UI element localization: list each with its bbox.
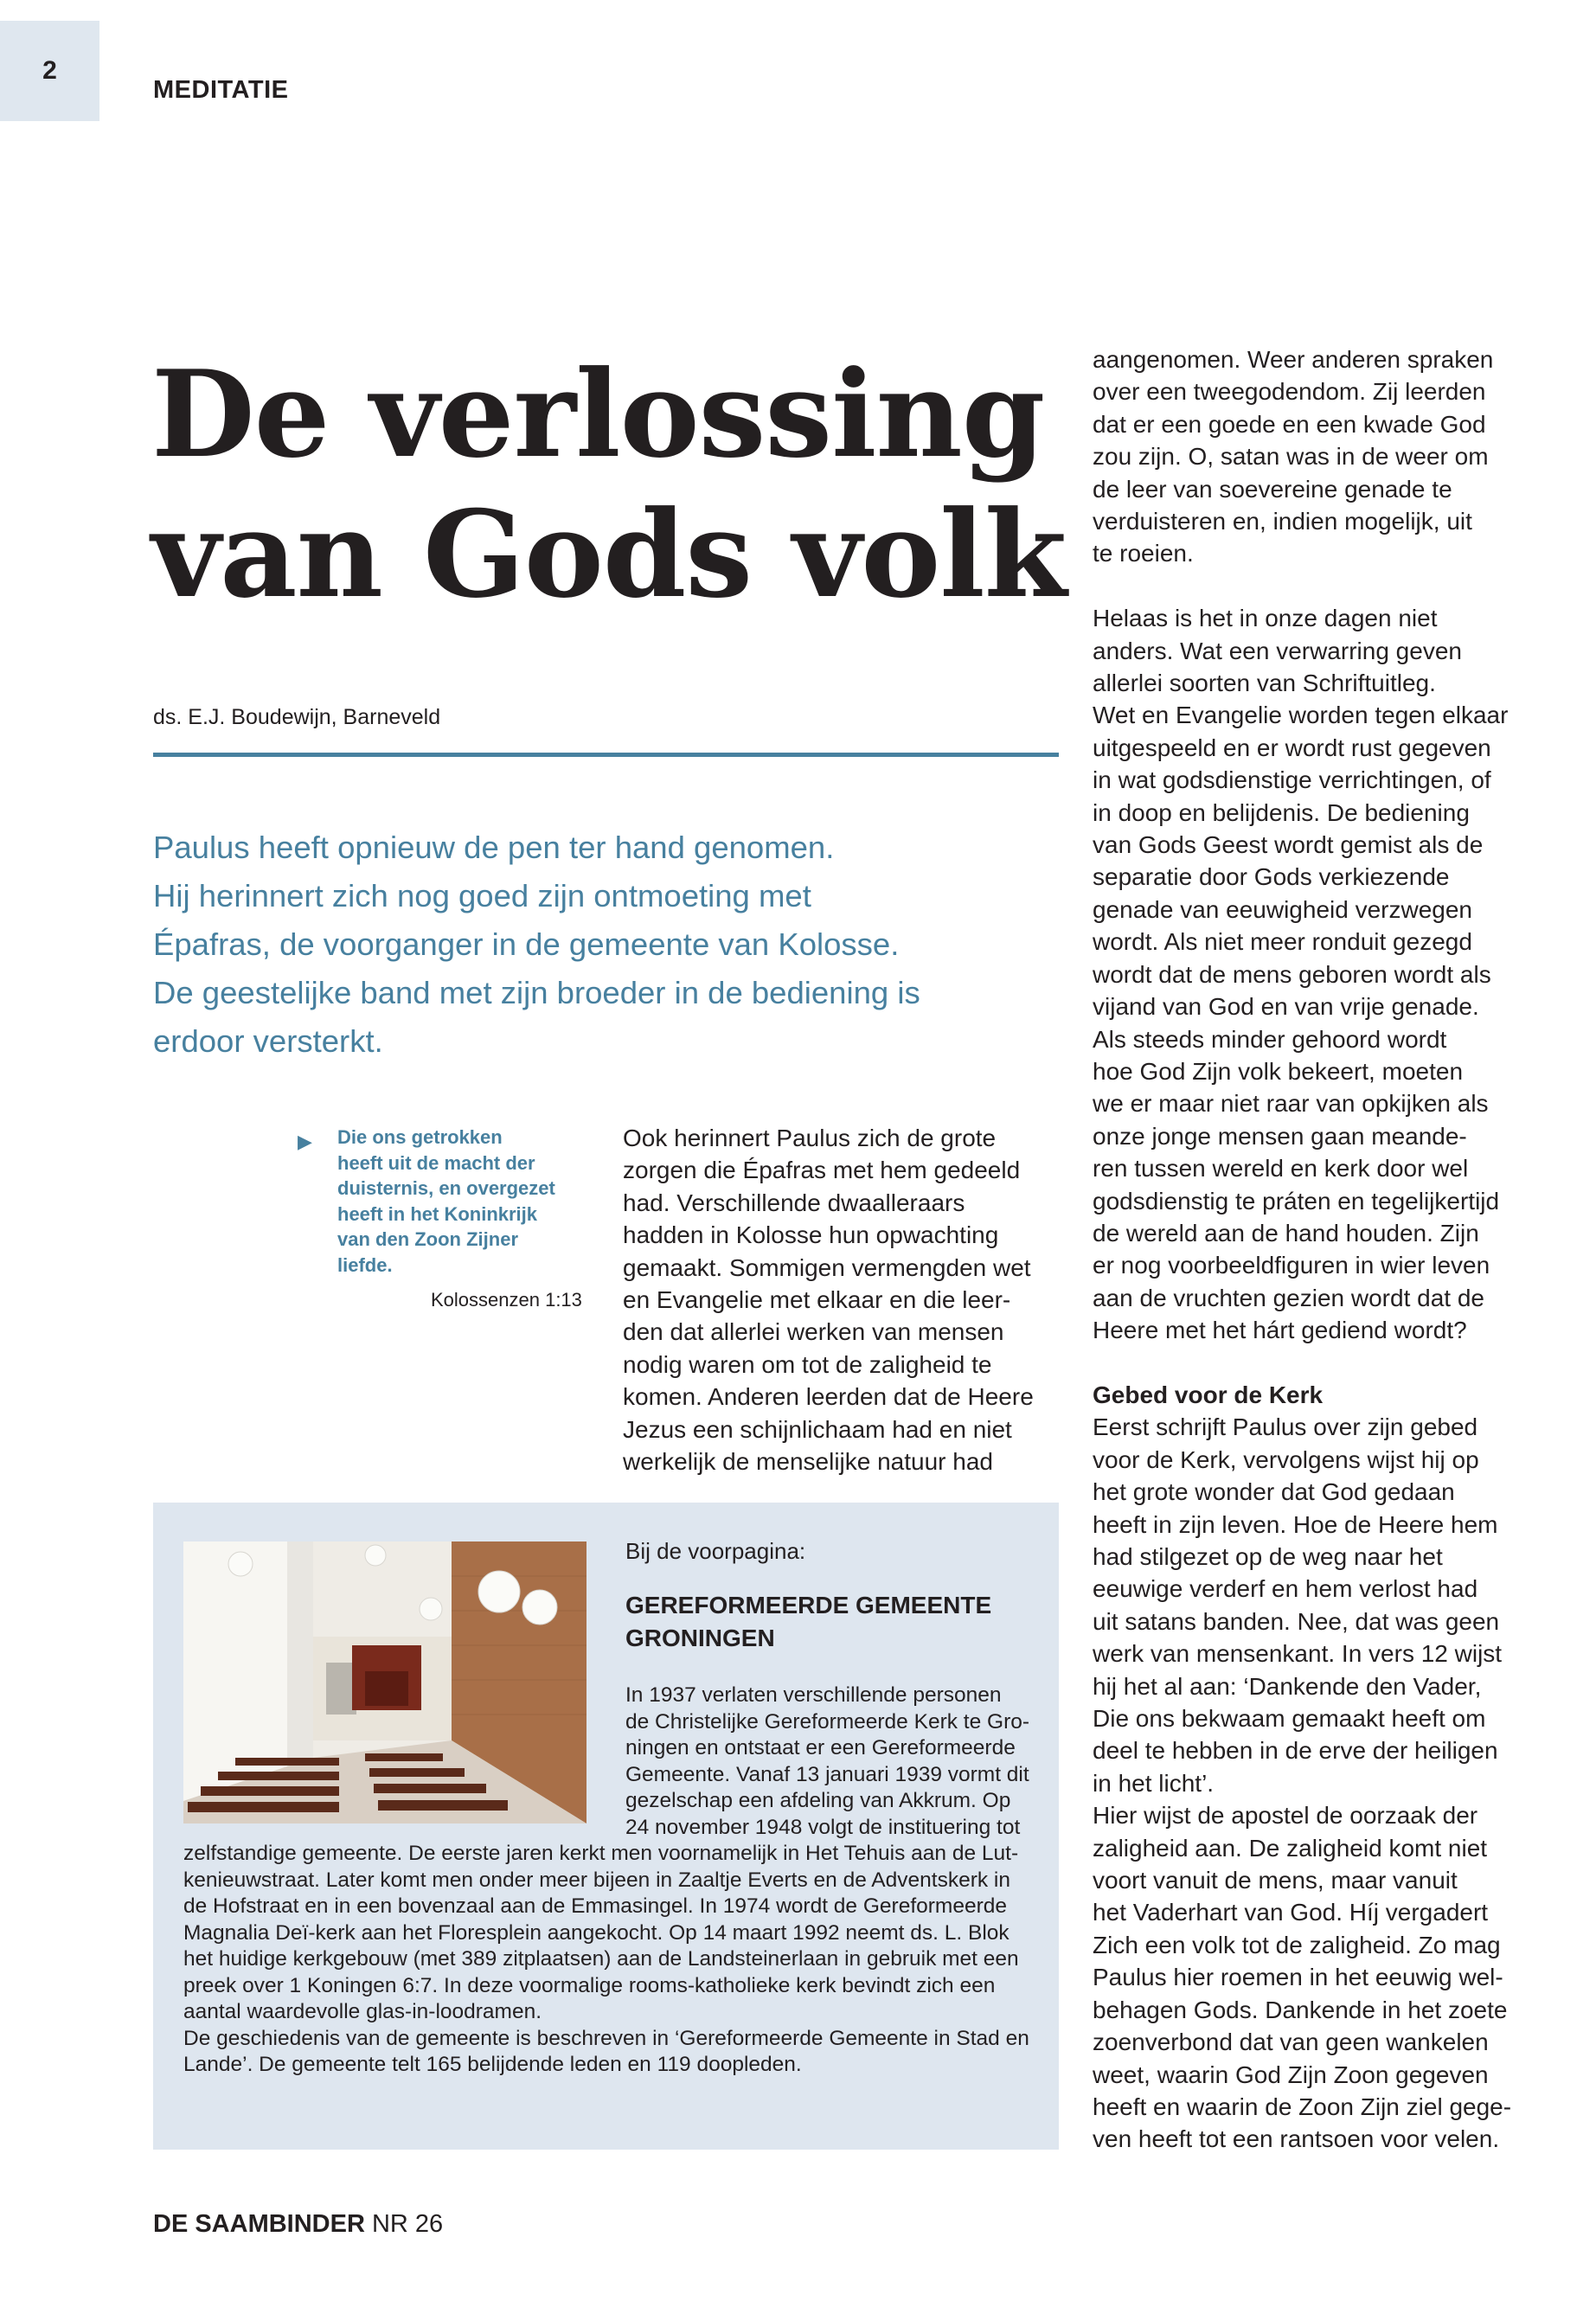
text-line: werk van mensenkant. In vers 12 wijst [1093,1640,1503,1668]
text-line: had. Verschillende dwaalleraars [623,1189,965,1216]
paragraph-gap [1093,570,1551,602]
text-line: het Vaderhart van God. Híj vergadert [1093,1899,1489,1926]
section-label: MEDITATIE [153,76,289,104]
intro-line: erdoor versterkt. [153,1023,383,1059]
text-line: weet, waarin God Zijn Zoon gegeven [1093,2061,1489,2088]
text-line: over een tweegodendom. Zij leerden [1093,378,1486,406]
title-line: De verlossing [151,343,1045,484]
box-title-line: GEREFORMEERDE GEMEENTE [625,1592,992,1618]
box-title [625,1589,991,1655]
text-line: Helaas is het in onze dagen niet [1093,605,1438,632]
body-column-right [1093,343,1551,2156]
text-line: en Evangelie met elkaar en die leer- [623,1286,1011,1314]
text-line: gemaakt. Sommigen vermengden wet [623,1253,1031,1281]
text-line: Hier wijst de apostel de oorzaak der [1093,1802,1478,1830]
body-column-middle [623,1122,1073,1477]
quote-line: liefde. [337,1253,393,1276]
text-line: voort vanuit de mens, maar vanuit [1093,1867,1458,1894]
text-line: De geschiedenis van de gemeente is beschreven in ‘Gereformeerde Gemeente in Stad en [183,2026,1029,2050]
text-line: in doop en belijdenis. De bediening [1093,798,1470,826]
title-line: van Gods volk [151,484,1067,625]
text-line: Zich een volk tot de zaligheid. Zo mag [1093,1931,1501,1958]
text-line: hoe God Zijn volk bekeert, moeten [1093,1057,1464,1085]
text-line: de wereld aan de hand houden. Zijn [1093,1219,1479,1247]
text-line: Ook herinnert Paulus zich de grote [623,1125,997,1151]
text-line: behagen Gods. Dankende in het zoete [1093,1996,1508,2023]
quote-reference: Kolossenzen 1:13 [431,1289,582,1311]
text-line: ningen en ontstaat er een Gereformeerde [625,1736,1016,1759]
text-line: Paulus hier roemen in het eeuwig wel- [1093,1964,1503,1991]
text-line: we er maar niet raar van opkijken als [1093,1090,1489,1118]
text-line: preek over 1 Koningen 6:7. In deze voormalige rooms-katholieke kerk bevindt zich een [183,1973,996,1997]
text-line: uit satans banden. Nee, dat was geen [1093,1607,1500,1635]
text-line: Als steeds minder gehoord wordt [1093,1025,1447,1053]
text-line: separatie door Gods verkiezende [1093,863,1450,891]
text-line: 24 november 1948 volgt de instituering tot [625,1815,1021,1839]
text-line: verduisteren en, indien mogelijk, uit [1093,508,1472,535]
text-line: had stilgezet op de weg naar het [1093,1543,1443,1570]
text-line: in het licht’. [1093,1769,1215,1797]
text-line: te roeien. [1093,540,1194,567]
quote-line: Die ons getrokken [337,1126,503,1148]
intro-line: Paulus heeft opnieuw de pen ter hand genomen. [153,830,835,865]
publication-name: DE SAAMBINDER [153,2210,365,2238]
text-line: vijand van God en van vrije genade. [1093,993,1479,1021]
text-line: komen. Anderen leerden dat de Heere [623,1383,1034,1411]
play-triangle-icon: ▶ [298,1131,312,1152]
text-line: het grote wonder dat God gedaan [1093,1478,1455,1506]
text-line: zaligheid aan. De zaligheid komt niet [1093,1834,1488,1862]
subheading: Gebed voor de Kerk [1093,1381,1324,1408]
text-line: Heere met het hárt gediend wordt? [1093,1317,1467,1344]
text-line: er nog voorbeeldfiguren in wier leven [1093,1252,1490,1279]
text-line: Gemeente. Vanaf 13 januari 1939 vormt dit [625,1762,1029,1786]
text-line: godsdienstig te práten en tegelijkertijd [1093,1187,1500,1215]
text-line: de Christelijke Gereformeerde Kerk te Gro- [625,1709,1030,1734]
text-line: van Gods Geest wordt gemist als de [1093,831,1484,859]
text-line: zelfstandige gemeente. De eerste jaren kerkt men voornamelijk in Het Tehuis aan de Lut- [183,1842,1019,1865]
text-line: onze jonge mensen gaan meande- [1093,1122,1467,1150]
body-paragraph [1093,602,1551,1346]
text-line: het huidige kerkgebouw (met 389 zitplaatsen) aan de Landsteinerlaan in gebruik met een [183,1947,1019,1971]
intro-line: Épafras, de voorganger in de gemeente van Kolosse. [153,926,900,962]
text-line: de Hofstraat en in een bovenzaal aan de Emmasingel. In 1974 wordt de Gereformeerde [183,1894,1007,1918]
body-paragraph [1093,343,1551,570]
text-line: wordt dat de mens geboren wordt als [1093,960,1491,988]
box-pre-title: Bij de voorpagina: [625,1538,806,1564]
text-line: aangenomen. Weer anderen spraken [1093,346,1494,373]
text-line: aan de vruchten gezien wordt dat de [1093,1284,1484,1311]
text-line: dat er een goede en een kwade God [1093,410,1486,438]
box-text [183,1682,1029,2079]
text-line: uitgespeeld en er wordt rust gegeven [1093,734,1491,761]
text-line: zorgen die Épafras met hem gedeeld [623,1157,1021,1184]
text-line: Lande’. De gemeente telt 165 belijdende leden en 119 doopleden. [183,2053,802,2076]
title-divider [153,753,1059,757]
quote-line: van den Zoon Zijner [337,1228,519,1250]
footer [153,2210,443,2239]
page-number: 2 [0,21,99,121]
text-line: Jezus een schijnlichaam had en niet [623,1415,1012,1443]
text-line: Eerst schrijft Paulus over zijn gebed [1093,1413,1478,1441]
article-title [151,344,1068,625]
text-line: nodig waren om tot de zaligheid te [623,1350,992,1378]
text-line: zoenverbond dat van geen wankelen [1093,2029,1489,2056]
text-line: Die ons bekwaam gemaakt heeft om [1093,1705,1486,1733]
text-line: Wet en Evangelie worden tegen elkaar [1093,702,1509,729]
text-line: Magnalia Deï-kerk aan het Floresplein aangekocht. Op 14 maart 1992 neemt ds. L. Blok [183,1920,1010,1945]
text-line: de leer van soevereine genade te [1093,475,1452,503]
text-line: wordt. Als niet meer ronduit gezegd [1093,928,1472,956]
text-line: In 1937 verlaten verschillende personen [625,1683,1002,1707]
text-line: anders. Wat een verwarring geven [1093,637,1462,664]
text-line: voor de Kerk, vervolgens wijst hij op [1093,1445,1479,1473]
box-title-line: GRONINGEN [625,1625,775,1651]
text-line: in wat godsdienstige verrichtingen, of [1093,766,1491,794]
quote-line: heeft in het Koninkrijk [337,1202,538,1225]
text-line: heeft en waarin de Zoon Zijn ziel gege- [1093,2093,1512,2120]
intro-line: Hij herinnert zich nog goed zijn ontmoeting met [153,878,811,913]
text-line: aantal waardevolle glas-in-loodramen. [183,2000,542,2023]
paragraph-gap [1093,1347,1551,1379]
text-line: hij het al aan: ‘Dankende den Vader, [1093,1672,1482,1700]
text-line: deel te hebben in de erve der heiligen [1093,1737,1498,1765]
quote-line: duisternis, en overgezet [337,1177,555,1199]
scripture-quote [337,1125,597,1278]
text-line: den dat allerlei werken van mensen [623,1318,1004,1346]
text-line: heeft in zijn leven. Hoe de Heere hem [1093,1510,1498,1538]
intro-line: De geestelijke band met zijn broeder in de bediening is [153,975,920,1010]
text-line: kenieuwstraat. Later komt men onder meer bijeen in Zaaltje Everts en de Adventskerk in [183,1868,1010,1892]
text-line: allerlei soorten van Schriftuitleg. [1093,670,1436,697]
text-line: genade van eeuwigheid verzwegen [1093,895,1472,923]
quote-line: heeft uit de macht der [337,1151,535,1174]
intro-lead [153,824,1070,1066]
issue-number: NR 26 [371,2210,444,2238]
text-line: werkelijk de menselijke natuur had [623,1448,993,1476]
text-line: ven heeft tot een rantsoen voor velen. [1093,2125,1500,2153]
text-line: eeuwige verderf en hem verlost had [1093,1575,1478,1603]
text-line: hadden in Kolosse hun opwachting [623,1221,999,1249]
author-byline: ds. E.J. Boudewijn, Barneveld [153,705,441,729]
text-line: zou zijn. O, satan was in de weer om [1093,443,1489,471]
text-line: ren tussen wereld en kerk door wel [1093,1155,1469,1183]
text-line: gezelschap een afdeling van Akkrum. Op [625,1789,1011,1812]
body-paragraph [1093,1411,1551,2155]
